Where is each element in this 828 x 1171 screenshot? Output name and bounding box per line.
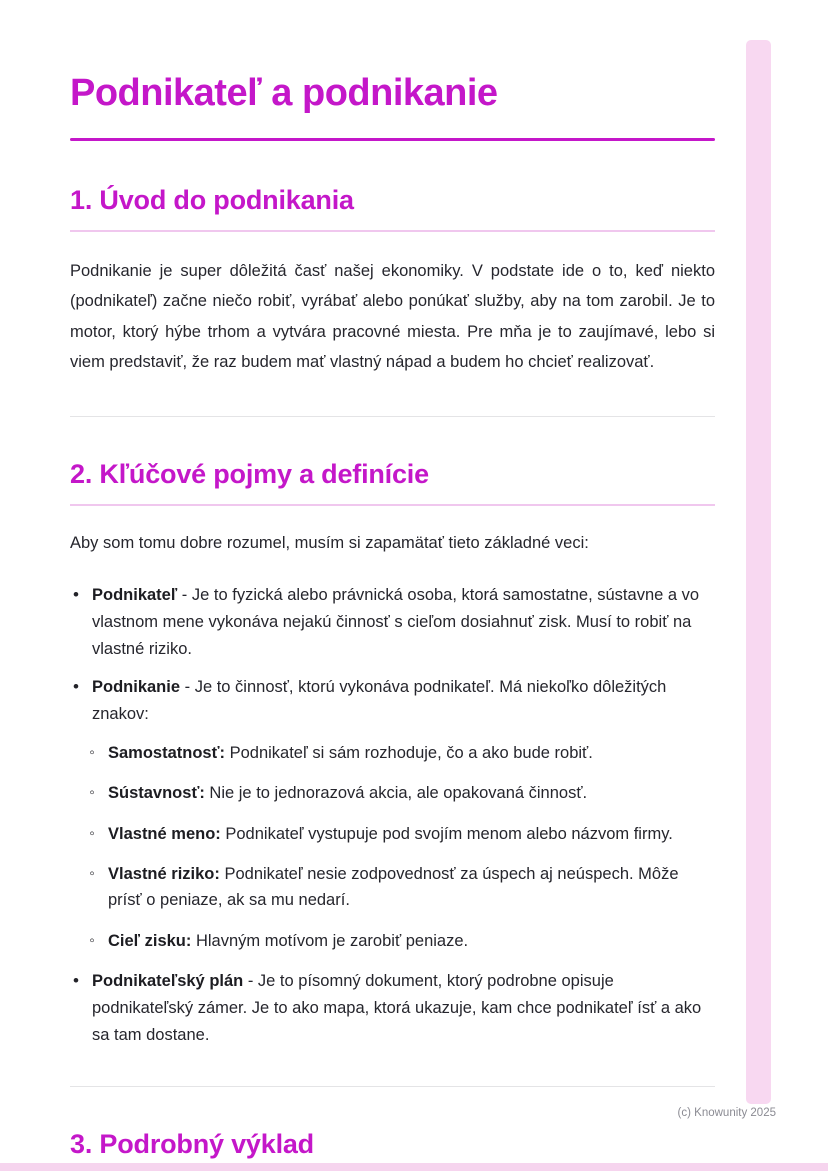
sub-item-text <box>108 861 715 914</box>
key-terms-list <box>70 582 715 1048</box>
sub-list-item <box>86 928 715 954</box>
sub-item-text <box>108 928 468 954</box>
circle-bullet-icon: ◦ <box>89 864 95 882</box>
term-definition: Podnikateľ nesie zodpovednosť za úspech aj neúspech. Môže prísť o peniaze, ak sa mu nedarí. <box>108 864 679 910</box>
term-definition: Nie je to jednorazová akcia, ale opakovaná činnosť. <box>204 784 588 803</box>
sub-list-item <box>86 740 715 766</box>
sub-list-item <box>86 821 715 847</box>
bullet-icon: • <box>73 971 79 991</box>
circle-bullet-icon: ◦ <box>89 743 95 761</box>
section-3-heading: 3. Podrobný výklad <box>70 1129 314 1160</box>
term-definition: - Je to fyzická alebo právnická osoba, ktorá samostatne, sústavne a vo vlastnom mene vykonáva nejakú činnosť s cieľom dosiahnuť zisk. Musí to robiť na vlastné riziko. <box>92 586 700 658</box>
term-definition: Podnikateľ vystupuje pod svojím menom alebo názvom firmy. <box>220 824 673 843</box>
section-1-heading-rule <box>70 230 715 232</box>
list-item <box>70 582 715 662</box>
bullet-icon: • <box>73 585 79 605</box>
sub-list-item <box>86 780 715 806</box>
term-definition: Podnikateľ si sám rozhoduje, čo a ako bude robiť. <box>225 743 593 762</box>
section-key-terms <box>70 459 715 1048</box>
circle-bullet-icon: ◦ <box>89 784 95 802</box>
section-detailed-explanation <box>70 1129 715 1171</box>
term-label: Podnikateľ <box>92 586 178 605</box>
list-item <box>70 674 715 954</box>
sub-item-text <box>108 821 673 847</box>
section-2-heading: 2. Kľúčové pojmy a definície <box>70 458 429 489</box>
section-divider <box>70 1086 715 1087</box>
section-1-paragraph: Podnikanie je super dôležitá časť našej ekonomiky. V podstate ide o to, keď niekto (podnikateľ) začne niečo robiť, vyrábať alebo ponúkať služby, aby na tom zarobil. Je to motor, ktorý hýbe trhom a vytvára pracovné miesta. Pre mňa je to zaujímavé, lebo si viem predstaviť, že raz budem mať vlastný nápad a budem ho chcieť realizovať. <box>70 261 715 372</box>
term-label: Podnikanie <box>92 678 181 697</box>
circle-bullet-icon: ◦ <box>89 931 95 949</box>
section-intro <box>70 185 715 378</box>
list-item-text <box>92 674 715 727</box>
circle-bullet-icon: ◦ <box>89 824 95 842</box>
term-label: Cieľ zisku: <box>108 931 192 950</box>
term-label: Vlastné riziko: <box>108 864 220 883</box>
term-definition: - Je to písomný dokument, ktorý podrobne opisuje podnikateľský zámer. Je to ako mapa, ktorá ukazuje, kam chce podnikateľ ísť a ako sa tam dostane. <box>92 972 702 1044</box>
bullet-icon: • <box>73 677 79 697</box>
term-definition: - Je to činnosť, ktorú vykonáva podnikateľ. Má niekoľko dôležitých znakov: <box>92 678 667 724</box>
list-item-text <box>92 968 715 1048</box>
sub-list-item <box>86 861 715 914</box>
list-item-row <box>70 674 715 727</box>
sub-item-text <box>108 740 593 766</box>
page-title: Podnikateľ a podnikanie <box>70 72 498 114</box>
title-rule <box>70 138 715 141</box>
section-divider <box>70 416 715 417</box>
term-label: Sústavnosť: <box>108 784 205 803</box>
term-label: Vlastné meno: <box>108 824 221 843</box>
footer-credit: (c) Knowunity 2025 <box>677 1107 776 1119</box>
sub-list <box>86 740 715 954</box>
term-definition: Hlavným motívom je zarobiť peniaze. <box>191 931 469 950</box>
section-2-intro: Aby som tomu dobre rozumel, musím si zapamätať tieto základné veci: <box>70 533 589 552</box>
section-1-heading: 1. Úvod do podnikania <box>70 184 354 215</box>
term-label: Podnikateľský plán <box>92 972 244 991</box>
list-item-text <box>92 582 715 662</box>
term-label: Samostatnosť: <box>108 743 226 762</box>
section-2-heading-rule <box>70 504 715 506</box>
list-item <box>70 968 715 1048</box>
sub-item-text <box>108 780 587 806</box>
